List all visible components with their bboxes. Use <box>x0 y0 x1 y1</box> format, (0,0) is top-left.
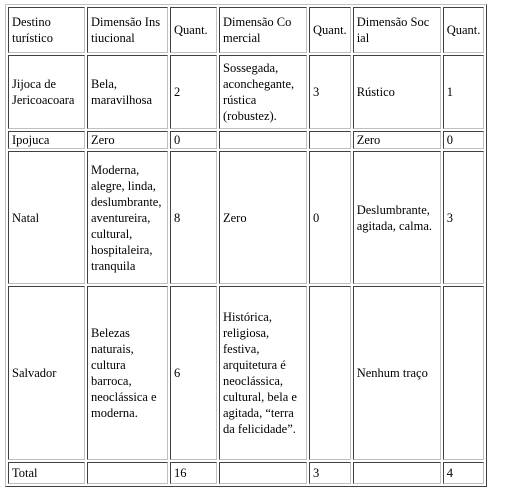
table-row <box>8 131 484 149</box>
total-label: Total <box>8 462 85 484</box>
table-row <box>8 151 484 284</box>
cell-institucional: Bela, maravilhosa <box>87 55 168 129</box>
cell-quant-social: 1 <box>443 55 485 129</box>
cell-destino: Natal <box>8 151 85 284</box>
cell-destino: Jijoca de Jericoacoara <box>8 55 85 129</box>
cell-destino: Salvador <box>8 286 85 460</box>
total-quant-comercial: 3 <box>309 462 351 484</box>
cell-quant-social: 0 <box>443 131 485 149</box>
cell-quant-institucional: 8 <box>170 151 217 284</box>
tourism-dimensions-table <box>5 4 487 487</box>
cell-quant-institucional: 2 <box>170 55 217 129</box>
cell-institucional: Zero <box>87 131 168 149</box>
header-dimensao-comercial: Dimensão Co mercial <box>219 7 307 53</box>
cell-quant-institucional: 0 <box>170 131 217 149</box>
cell-comercial: Zero <box>219 151 307 284</box>
header-dimensao-social: Dimensão Soc ial <box>353 7 441 53</box>
cell-social: Zero <box>353 131 441 149</box>
table-total-row <box>8 462 484 484</box>
table-row <box>8 55 484 129</box>
cell-social: Nenhum traço <box>353 286 441 460</box>
cell-destino: Ipojuca <box>8 131 85 149</box>
cell-quant-comercial <box>309 286 351 460</box>
cell-quant-social: 3 <box>443 151 485 284</box>
cell-social: Deslumbrante, agitada, calma. <box>353 151 441 284</box>
total-quant-institucional: 16 <box>170 462 217 484</box>
cell-institucional: Belezas naturais, cultura barroca, neoclássica e moderna. <box>87 286 168 460</box>
cell-comercial <box>219 131 307 149</box>
total-empty <box>353 462 441 484</box>
cell-quant-social <box>443 286 485 460</box>
cell-comercial: Sossegada, aconchegante, rústica (robustez). <box>219 55 307 129</box>
total-empty <box>87 462 168 484</box>
cell-institucional: Moderna, alegre, linda, deslumbrante, aventureira, cultural, hospitaleira, tranquila <box>87 151 168 284</box>
header-dimensao-institucional: Dimensão Ins tiucional <box>87 7 168 53</box>
total-quant-social: 4 <box>443 462 485 484</box>
table-row <box>8 286 484 460</box>
cell-quant-comercial: 0 <box>309 151 351 284</box>
header-quant-social: Quant. <box>443 7 485 53</box>
table-header-row <box>8 7 484 53</box>
total-empty <box>219 462 307 484</box>
header-destino: Destino turístico <box>8 7 85 53</box>
cell-quant-comercial <box>309 131 351 149</box>
header-quant-institucional: Quant. <box>170 7 217 53</box>
cell-comercial: Histórica, religiosa, festiva, arquitetura é neoclássica, cultural, bela e agitada, “terra da felicidade”. <box>219 286 307 460</box>
table-container <box>5 4 487 487</box>
header-quant-comercial: Quant. <box>309 7 351 53</box>
cell-social: Rústico <box>353 55 441 129</box>
cell-quant-institucional: 6 <box>170 286 217 460</box>
cell-quant-comercial: 3 <box>309 55 351 129</box>
